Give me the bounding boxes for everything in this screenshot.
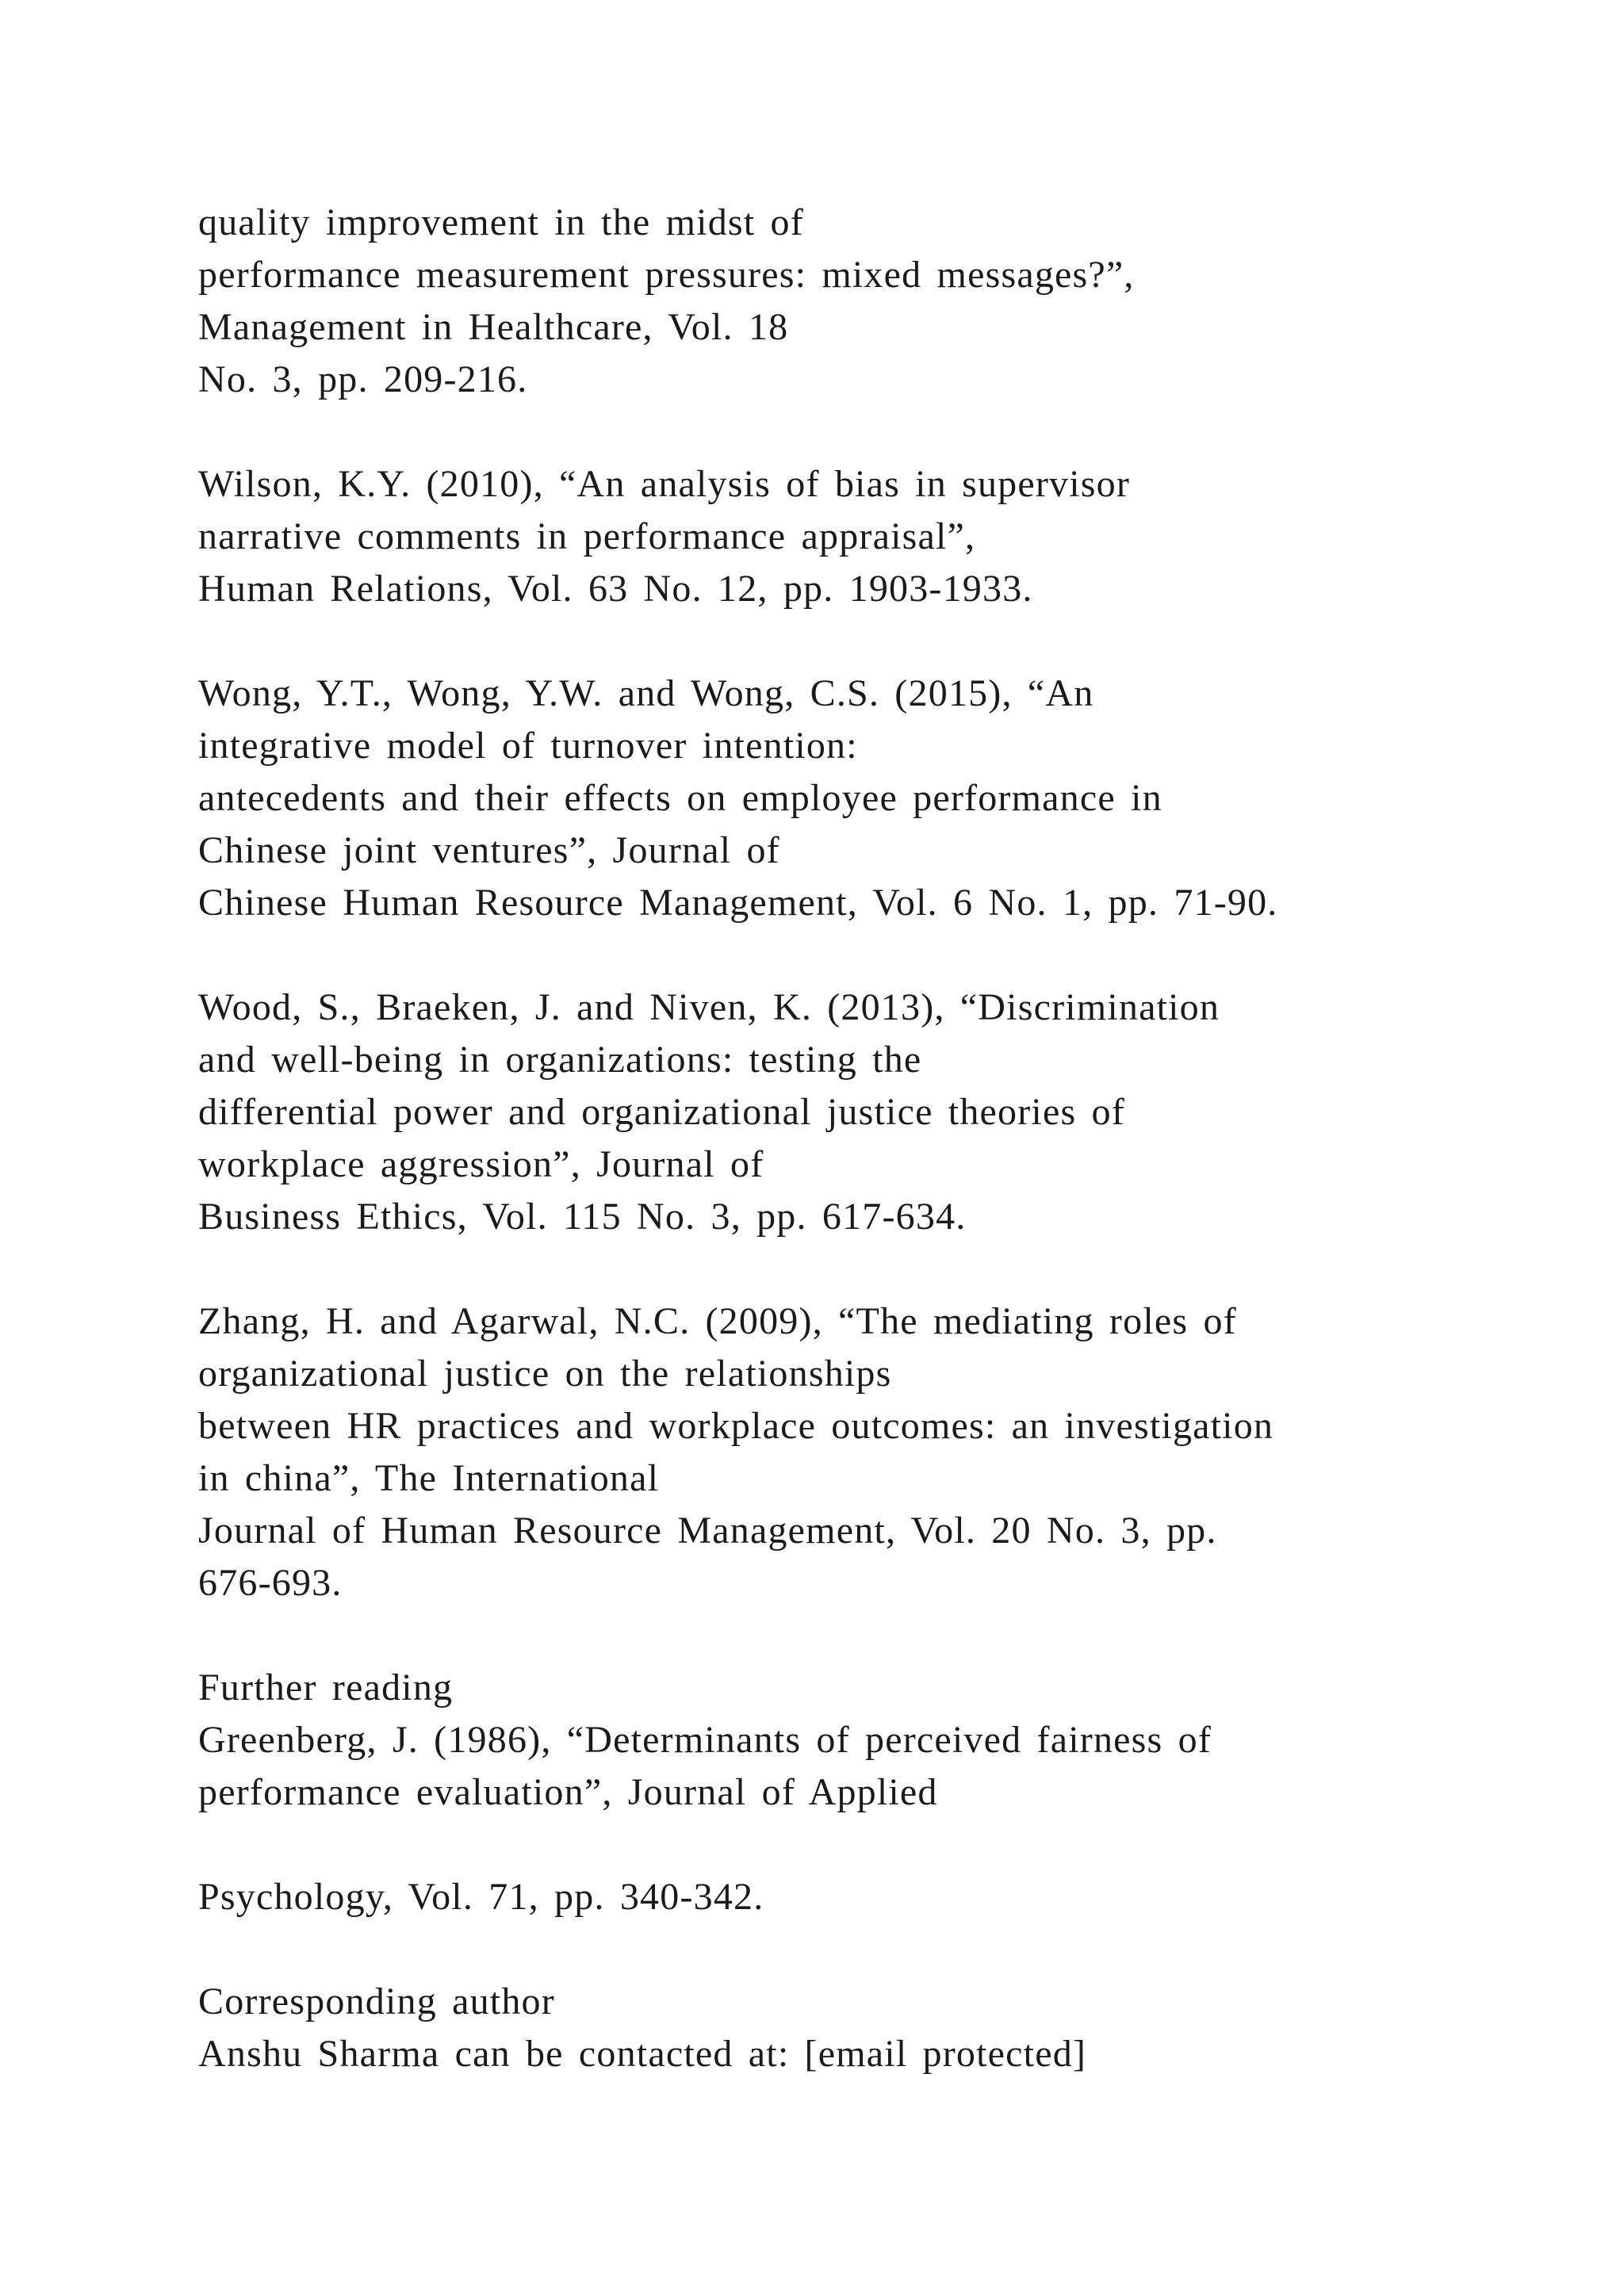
section-heading: Further reading	[198, 1667, 454, 1709]
text-line: quality improvement in the midst of	[198, 201, 804, 243]
reference-entry	[198, 197, 1546, 406]
text-line: performance evaluation”, Journal of Applied	[198, 1771, 938, 1813]
text-line: narrative comments in performance appraisal”,	[198, 515, 976, 557]
paragraph-gap	[198, 406, 1546, 458]
reference-list	[198, 197, 1546, 2080]
text-line: workplace aggression”, Journal of	[198, 1143, 764, 1185]
text-line: differential power and organizational justice theories of	[198, 1091, 1125, 1133]
corresponding-author-section	[198, 1976, 1546, 2080]
text-line: organizational justice on the relationships	[198, 1353, 892, 1395]
paragraph-gap	[198, 615, 1546, 668]
paragraph-gap	[198, 1609, 1546, 1662]
text-line: Human Relations, Vol. 63 No. 12, pp. 1903-1933.	[198, 568, 1033, 610]
reference-entry	[198, 1295, 1546, 1609]
text-line: Journal of Human Resource Management, Vol. 20 No. 3, pp.	[198, 1510, 1217, 1552]
text-line: 676-693.	[198, 1562, 343, 1604]
contact-line: Anshu Sharma can be contacted at: [email protected]	[198, 2033, 1087, 2075]
text-line: antecedents and their effects on employee performance in	[198, 777, 1162, 819]
text-line: in china”, The International	[198, 1457, 660, 1499]
text-line: Chinese joint ventures”, Journal of	[198, 829, 780, 871]
paragraph-gap	[198, 1923, 1546, 1976]
text-line: No. 3, pp. 209-216.	[198, 358, 528, 400]
reference-entry	[198, 982, 1546, 1243]
text-line: Business Ethics, Vol. 115 No. 3, pp. 617-634.	[198, 1196, 967, 1238]
text-line: performance measurement pressures: mixed messages?”,	[198, 254, 1135, 296]
reference-entry	[198, 458, 1546, 615]
paragraph-gap	[198, 929, 1546, 982]
text-line: Chinese Human Resource Management, Vol. 6 No. 1, pp. 71-90.	[198, 882, 1278, 924]
section-heading: Corresponding author	[198, 1980, 555, 2022]
text-line: and well-being in organizations: testing the	[198, 1039, 922, 1081]
text-line: Wilson, K.Y. (2010), “An analysis of bias in supervisor	[198, 463, 1131, 505]
text-line: Management in Healthcare, Vol. 18	[198, 306, 789, 348]
text-line: Greenberg, J. (1986), “Determinants of perceived fairness of	[198, 1719, 1212, 1761]
text-line: Zhang, H. and Agarwal, N.C. (2009), “The mediating roles of	[198, 1300, 1237, 1342]
text-line: between HR practices and workplace outcomes: an investigation	[198, 1405, 1274, 1447]
paragraph-gap	[198, 1819, 1546, 1871]
text-line: Wong, Y.T., Wong, Y.W. and Wong, C.S. (2015), “An	[198, 672, 1094, 714]
reference-entry	[198, 668, 1546, 929]
reference-continuation	[198, 1871, 1546, 1923]
further-reading-section	[198, 1662, 1546, 1819]
text-line: integrative model of turnover intention:	[198, 725, 858, 767]
text-line: Wood, S., Braeken, J. and Niven, K. (2013), “Discrimination	[198, 986, 1220, 1028]
text-line: Psychology, Vol. 71, pp. 340-342.	[198, 1876, 764, 1918]
paragraph-gap	[198, 1243, 1546, 1295]
